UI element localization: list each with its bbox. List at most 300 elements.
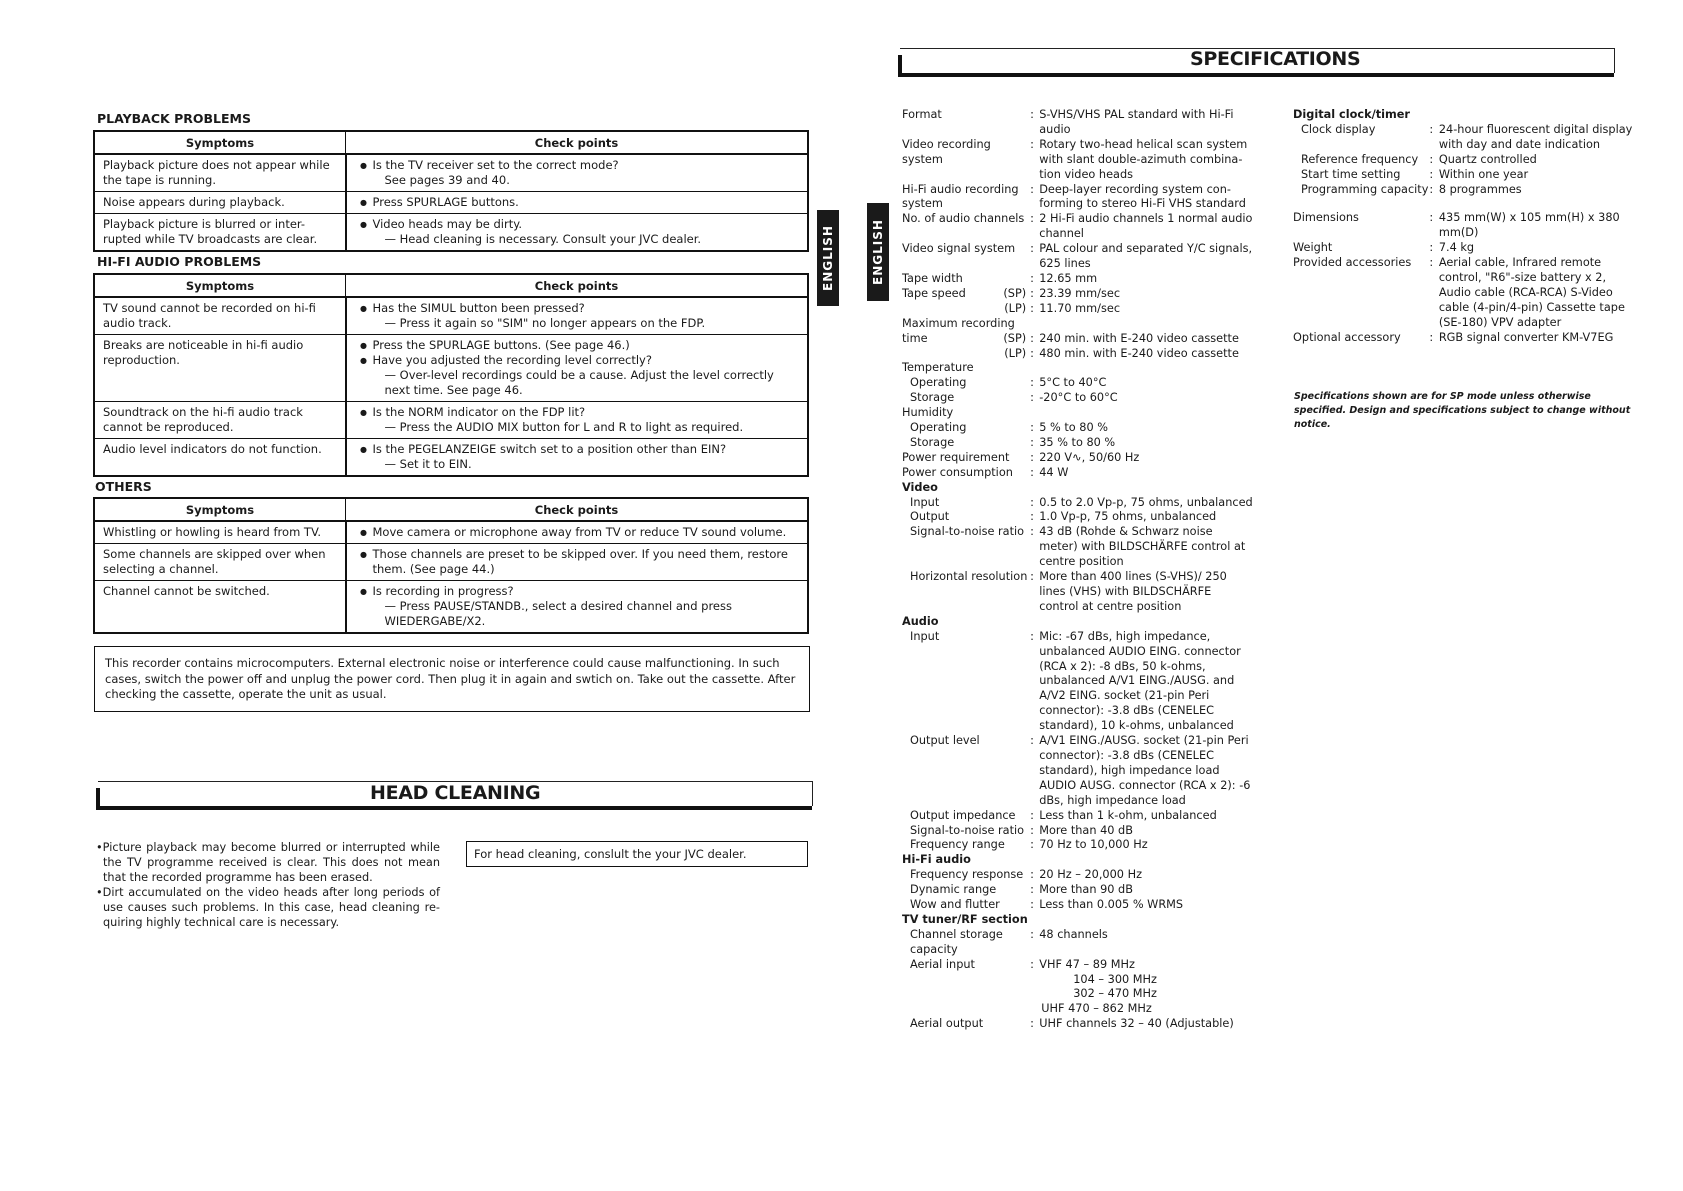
head-cleaning-dealer-box: For head cleaning, conslult the your JVC dealer. [466,841,808,867]
spec-label-text: Dimensions [1293,211,1359,225]
checkpoint-cell [346,521,809,544]
symptom-cell: Soundtrack on the hi-fi audio track cannot be reproduced. [94,402,346,439]
spec-label-text: Power requirement [902,450,1010,464]
checkpoint-text: Move camera or microphone away from TV or reduce TV sound volume. [372,525,787,539]
spec-value: 7.4 kg [1438,241,1475,255]
spec-row [902,898,1254,913]
spec-row [902,615,1254,630]
spec-label [902,466,1030,481]
spec-colon: : [1030,108,1034,121]
symptom-cell: Noise appears during playback. [94,192,346,214]
spec-colon: : [1030,570,1034,584]
bullet-icon: ● [360,304,367,313]
spec-value: 220 V∿, 50/60 Hz [1039,450,1140,464]
spec-label [902,928,1030,958]
spec-label [1293,153,1429,168]
symptom-cell: Playback picture does not appear while the tape is running. [94,154,346,192]
spec-colon: : [1030,212,1034,226]
bullet-icon: ● [360,445,367,454]
spec-colon: : [1030,868,1034,882]
spec-label-text: Video recording system [902,137,991,166]
spec-label [902,809,1030,824]
spec-label [902,615,1030,630]
spec-value: Aerial cable, Infrared remote control, "R6"-size battery x 2, Audio cable (RCA-RCA) S-Video cable (4-pin/4-pin) Cassette tape (SE-180) VPV adapter [1438,256,1625,329]
spec-label-text: No. of audio channels [902,212,1025,226]
head-cleaning-text [94,840,440,930]
spec-label [902,183,1030,213]
spec-row [902,451,1254,466]
spec-row [1293,256,1633,331]
spec-colon: : [1030,629,1034,643]
checkpoint-text: Video heads may be dirty. [372,217,523,231]
spec-colon: : [1030,137,1034,151]
checkpoint-text: Is the NORM indicator on the FDP lit? [372,405,586,419]
table-row [94,297,808,335]
bullet-icon: ● [360,356,367,365]
spec-colon [1429,197,1438,211]
checkpoint-bullet [355,525,800,540]
spec-label-text: Input [910,629,940,643]
symptom-cell: Breaks are noticeable in hi-fi audio reproduction. [94,335,346,402]
symptoms-header: Symptoms [94,498,346,521]
spec-colon: : [1030,510,1034,524]
playback-problems-table [93,130,809,252]
spec-label-text: Provided accessories [1293,256,1412,270]
spec-label-text: Signal-to-noise ratio [910,525,1025,539]
spec-label-text: Output level [910,734,980,748]
spec-label [902,436,1030,451]
spec-speed-mode: (SP) [1003,331,1027,345]
spec-value: 44 W [1039,465,1069,479]
bullet-icon: ● [360,198,367,207]
spec-label [902,421,1030,436]
spec-label-text: Temperature [902,361,974,375]
checkpoint-remedy: — Press the AUDIO MIX button for L and R to light as required. [384,420,744,434]
spec-label [1293,197,1429,211]
spec-value: 0.5 to 2.0 Vp-p, 75 ohms, unbalanced [1039,495,1253,509]
spec-label [902,958,1030,973]
spec-value [1439,197,1633,211]
spec-label-text: Digital clock/timer [1293,108,1410,121]
microcomputer-notice: This recorder contains microcomputers. External electronic noise or interference could cause malfunctioning. In such cases, switch the power off and unplug the power cord. Then plug it in again and swtich on. Take out the cassette. After checking the cassette, operate the unit as usual. [94,646,810,712]
table-row [94,544,808,581]
table-row [94,402,808,439]
spec-row [1293,153,1633,168]
hifi-audio-problems-title: HI-FI AUDIO PROBLEMS [97,254,262,269]
spec-colon: : [1429,122,1434,136]
symptom-cell: Whistling or howling is heard from TV. [94,521,346,544]
spec-colon: : [1030,182,1034,196]
spec-label [902,376,1030,391]
spec-label [902,317,1030,332]
spec-value: 48 channels [1039,927,1108,941]
spec-value: 70 Hz to 10,000 Hz [1039,838,1148,852]
spec-label-text: Aerial input [910,957,975,971]
head-cleaning-bullet: •Dirt accumulated on the video heads after long periods of use causes such problems. In this case, head cleaning re-quiring highly technical care is necessary. [96,886,440,929]
spec-colon [1030,913,1039,928]
spec-row [902,481,1254,496]
spec-label [902,332,1030,347]
spec-label [902,451,1030,466]
spec-value: Deep-layer recording system con-forming to stereo Hi-Fi VHS standard [1039,182,1246,211]
spec-colon: : [1030,301,1034,315]
spec-label [1293,183,1429,198]
spec-value [1439,108,1633,123]
spec-colon: : [1030,495,1034,509]
spec-value: More than 90 dB [1039,883,1133,897]
table-header-row [94,498,808,521]
bullet-icon: ● [360,161,367,170]
spec-colon [1030,1002,1039,1017]
spec-value: 104 – 300 MHz [1073,972,1157,986]
symptom-cell: Channel cannot be switched. [94,581,346,634]
bullet-icon: ● [360,550,367,559]
spec-row [902,302,1254,317]
head-cleaning-bullet-text: Picture playback may become blurred or interrupted while the TV programme received is clear. This does not mean that the recorded programme has been erased. [102,841,440,884]
spec-label [1293,168,1429,183]
spec-label [902,496,1030,511]
checkpoint-remedy: — Head cleaning is necessary. Consult your JVC dealer. [384,232,702,246]
spec-colon: : [1429,182,1434,196]
checkpoint-bullet [355,547,800,577]
spec-colon [1030,987,1039,1002]
spec-label-text: Power consumption [902,465,1013,479]
spec-label [902,212,1030,242]
spec-label-text: Dynamic range [910,883,997,897]
bullet-icon: ● [360,408,367,417]
spec-colon: : [1030,957,1034,971]
spec-value: 435 mm(W) x 105 mm(H) x 380 mm(D) [1438,211,1620,240]
spec-row [902,809,1254,824]
checkpoint-bullet [355,353,800,368]
table-row [94,335,808,402]
spec-label [902,1002,1030,1017]
spec-row [902,630,1254,734]
spec-label [902,898,1030,913]
spec-colon [1030,973,1039,988]
spec-value: 12.65 mm [1039,271,1098,285]
spec-label [902,242,1030,272]
spec-label-text: Operating [910,421,967,435]
spec-value: Mic: -67 dBs, high impedance, unbalanced AUDIO EING. connector (RCA x 2): -8 dBs, 50 k-ohms, unbalanced A/V1 EING./AUSG. and A/V2 EING. socket (21-pin Peri connector): -3.8 dBs (CENELEC standard), 10 k-ohms, unbalanced [1039,629,1241,733]
spec-row [902,913,1254,928]
spec-row [902,391,1254,406]
spec-colon [1030,361,1039,376]
spec-value: 2 Hi-Fi audio channels 1 normal audio channel [1039,212,1253,241]
spec-label-text: Frequency range [910,838,1005,852]
symptom-cell: Audio level indicators do not function. [94,439,346,477]
spec-label-text: Reference frequency [1301,152,1419,166]
spec-row [902,570,1254,615]
spec-value: Rotary two-head helical scan system with slant double-azimuth combina-tion video heads [1039,137,1248,181]
spec-row [902,332,1254,347]
specifications-title: SPECIFICATIONS [1190,48,1361,70]
checkpoint-text: Those channels are preset to be skipped over. If you need them, restore them. (See page 44.) [372,547,788,576]
spec-label-text: Optional accessory [1293,330,1401,344]
spec-colon: : [1429,256,1434,270]
spec-label [902,853,1030,868]
spec-value: Less than 0.005 % WRMS [1039,898,1184,912]
spec-label [902,824,1030,839]
spec-value: PAL colour and separated Y/C signals, 625 lines [1039,242,1253,271]
spec-colon [1030,615,1039,630]
table-row [94,439,808,477]
spec-label-text: Storage [910,391,955,405]
specifications-table [902,108,1254,1032]
spec-label-text: Audio [902,614,939,628]
spec-label-text: time [902,331,928,345]
spec-label-text: Hi-Fi audio [902,853,971,867]
table-row [94,154,808,192]
table-row [94,214,808,252]
checkpoint-remedy: — Press it again so "SIM" no longer appears on the FDP. [384,316,706,330]
checkpoint-cell [346,154,809,192]
table-header-row [94,131,808,154]
checkpoint-bullet [355,158,800,173]
spec-label [902,347,1030,362]
spec-label [902,883,1030,898]
spec-row [1293,211,1633,241]
spec-label [902,570,1030,615]
spec-label-text: Clock display [1301,122,1376,136]
spec-colon: : [1030,525,1034,539]
spec-value: S-VHS/VHS PAL standard with Hi-Fi audio [1039,108,1234,136]
spec-label [902,510,1030,525]
spec-label-text: Output impedance [910,808,1016,822]
spec-row [902,868,1254,883]
checkpoint-text: Is recording in progress? [372,584,514,598]
spec-row [1293,168,1633,183]
checkpoint-cell [346,581,809,634]
spec-value [1039,481,1254,496]
spec-label-text: Operating [910,376,967,390]
checkpoint-remedy: — Press PAUSE/STANDB., select a desired channel and press WIEDERGABE/X2. [384,599,732,628]
spec-label-text: Input [910,495,940,509]
spec-value: 5 % to 80 % [1039,421,1108,435]
spec-colon: : [1429,330,1434,344]
symptoms-header: Symptoms [94,274,346,297]
spec-label-text: Maximum recording [902,316,1015,330]
spec-value: More than 40 dB [1039,823,1133,837]
spec-colon: : [1030,1017,1034,1031]
spec-label [902,391,1030,406]
spec-label-text: Tape speed [902,286,966,300]
spec-label [902,481,1030,496]
spec-value: VHF 47 – 89 MHz [1039,957,1135,971]
spec-value [1039,853,1254,868]
spec-label [902,734,1030,809]
others-title: OTHERS [95,479,152,494]
checkpoint-text: Have you adjusted the recording level correctly? [372,353,652,367]
spec-label [902,361,1030,376]
spec-row [902,510,1254,525]
spec-label [1293,108,1429,123]
spec-label [1293,331,1429,346]
spec-row [902,987,1254,1002]
spec-label [902,406,1030,421]
checkpoint-bullet [355,195,800,210]
spec-row [1293,183,1633,198]
spec-colon: : [1030,435,1034,449]
spec-value: 5°C to 40°C [1039,376,1107,390]
checkpoint-bullet [355,442,800,457]
spec-colon: : [1030,331,1034,345]
spec-colon: : [1030,376,1034,390]
spec-row [902,838,1254,853]
spec-colon [1429,108,1438,123]
spec-value: UHF 470 – 862 MHz [1041,1002,1152,1016]
spec-colon: : [1030,838,1034,852]
spec-row [902,212,1254,242]
head-cleaning-bullet-text: Dirt accumulated on the video heads after long periods of use causes such problems. In this case, head cleaning re-quiring highly technical care is necessary. [102,886,440,929]
spec-value: -20°C to 60°C [1039,391,1118,405]
spec-row [902,421,1254,436]
checkpoint-note: See pages 39 and 40. [384,173,510,187]
spec-label-text: Video [902,480,938,494]
table-row [94,192,808,214]
spec-row [902,317,1254,332]
spec-value: More than 400 lines (S-VHS)/ 250 lines (VHS) with BILDSCHÄRFE control at centre position [1039,570,1227,613]
table-header-row [94,274,808,297]
spec-speed-mode: (LP) [1004,301,1027,315]
spec-value [1039,361,1254,376]
spec-row [902,883,1254,898]
spec-label [902,272,1030,287]
spec-value: 24-hour fluorescent digital display with day and date indication [1438,122,1633,151]
spec-label [902,108,1030,138]
spec-value [1039,406,1254,421]
checkpoint-text: Press SPURLAGE buttons. [372,195,519,209]
spec-row [1293,241,1633,256]
spec-row [1293,108,1633,123]
spec-colon: : [1030,734,1034,748]
spec-row [902,958,1254,973]
spec-value: 23.39 mm/sec [1039,286,1121,300]
table-row [94,521,808,544]
spec-label-text: Storage [910,435,955,449]
bullet-icon: ● [360,528,367,537]
spec-label-text: Video signal system [902,242,1016,256]
head-cleaning-bullet: •Picture playback may become blurred or interrupted while the TV programme received is clear. This does not mean that the recorded programme has been erased. [96,841,440,884]
table-row [94,581,808,634]
spec-colon: : [1030,823,1034,837]
banner-rule-bottom [898,73,1614,77]
checkpoint-text: Has the SIMUL button been pressed? [372,301,585,315]
spec-label [1293,123,1429,153]
spec-label [902,138,1030,183]
spec-row [902,376,1254,391]
checkpoint-text: Is the TV receiver set to the correct mode? [372,158,619,172]
checkpoint-cell [346,439,809,477]
spec-label-text: Frequency response [910,868,1024,882]
spec-label [1293,256,1429,331]
spec-row [902,853,1254,868]
spec-value: 1.0 Vp-p, 75 ohms, unbalanced [1039,510,1217,524]
checkpoint-cell [346,214,809,252]
checkpoint-text: Is the PEGELANZEIGE switch set to a position other than EIN? [372,442,727,456]
spec-label-text: Hi-Fi audio recording system [902,182,1019,211]
checkpoint-text: Press the SPURLAGE buttons. (See page 46.) [372,338,630,352]
bullet-icon: ● [360,587,367,596]
spec-label [902,913,1030,928]
checkpoint-bullet [355,301,800,316]
spec-row [902,406,1254,421]
spec-row [902,525,1254,570]
spec-row [902,287,1254,302]
head-cleaning-title: HEAD CLEANING [370,782,541,804]
spec-row [902,347,1254,362]
spec-value: Quartz controlled [1438,152,1537,166]
spec-value: 11.70 mm/sec [1039,301,1121,315]
spec-label-text: Horizontal resolution [910,570,1028,584]
spec-row [902,436,1254,451]
spec-colon: : [1429,241,1434,255]
spec-row [902,973,1254,988]
spec-colon: : [1030,286,1034,300]
spec-colon [1030,317,1039,332]
checkpoint-bullet [355,338,800,353]
spec-colon: : [1429,167,1434,181]
checkpoint-cell [346,297,809,335]
spec-colon: : [1030,883,1034,897]
checkpoint-cell [346,335,809,402]
spec-value: UHF channels 32 – 40 (Adjustable) [1039,1017,1234,1031]
others-table [93,497,809,634]
spec-value: 480 min. with E-240 video cassette [1039,346,1239,360]
spec-label [902,973,1030,988]
spec-value: 8 programmes [1438,182,1522,196]
spec-value: RGB signal converter KM-V7EG [1438,330,1614,344]
spec-row [902,1002,1254,1017]
checkpoint-cell [346,402,809,439]
spec-row [902,466,1254,481]
specifications-table-2 [1293,108,1633,346]
spec-value: 240 min. with E-240 video cassette [1039,331,1239,345]
spec-row [1293,331,1633,346]
spec-colon [1030,481,1039,496]
language-tab-left: ENGLISH [817,210,839,306]
checkpoint-cell [346,192,809,214]
specifications-footnote: Specifications shown are for SP mode unless otherwise specified. Design and specifications subject to change without notice. [1294,391,1631,430]
banner-rule-bottom [96,806,812,810]
spec-row [902,138,1254,183]
checkpoint-bullet [355,584,800,599]
spec-row [902,361,1254,376]
spec-colon: : [1030,808,1034,822]
checkpoint-bullet [355,405,800,420]
spec-value [1039,317,1254,332]
checkpoint-remedy: — Set it to EIN. [384,457,472,471]
spec-colon: : [1030,450,1034,464]
symptom-cell: Some channels are skipped over when selecting a channel. [94,544,346,581]
spec-row [902,242,1254,272]
checkpoints-header: Check points [346,274,809,297]
spec-colon: : [1030,898,1034,912]
spec-label-text: TV tuner/RF section [902,912,1028,926]
spec-colon: : [1030,271,1034,285]
spec-label [902,838,1030,853]
spec-label-text: Tape width [902,271,963,285]
spec-row [902,824,1254,839]
spec-label [902,987,1030,1002]
spec-row [902,928,1254,958]
spec-speed-mode: (SP) [1003,286,1027,300]
spec-label [902,630,1030,734]
spec-label-text: Signal-to-noise ratio [910,823,1025,837]
spec-row [902,1017,1254,1032]
spec-label [1293,211,1429,241]
spec-label-text: Output [910,510,950,524]
